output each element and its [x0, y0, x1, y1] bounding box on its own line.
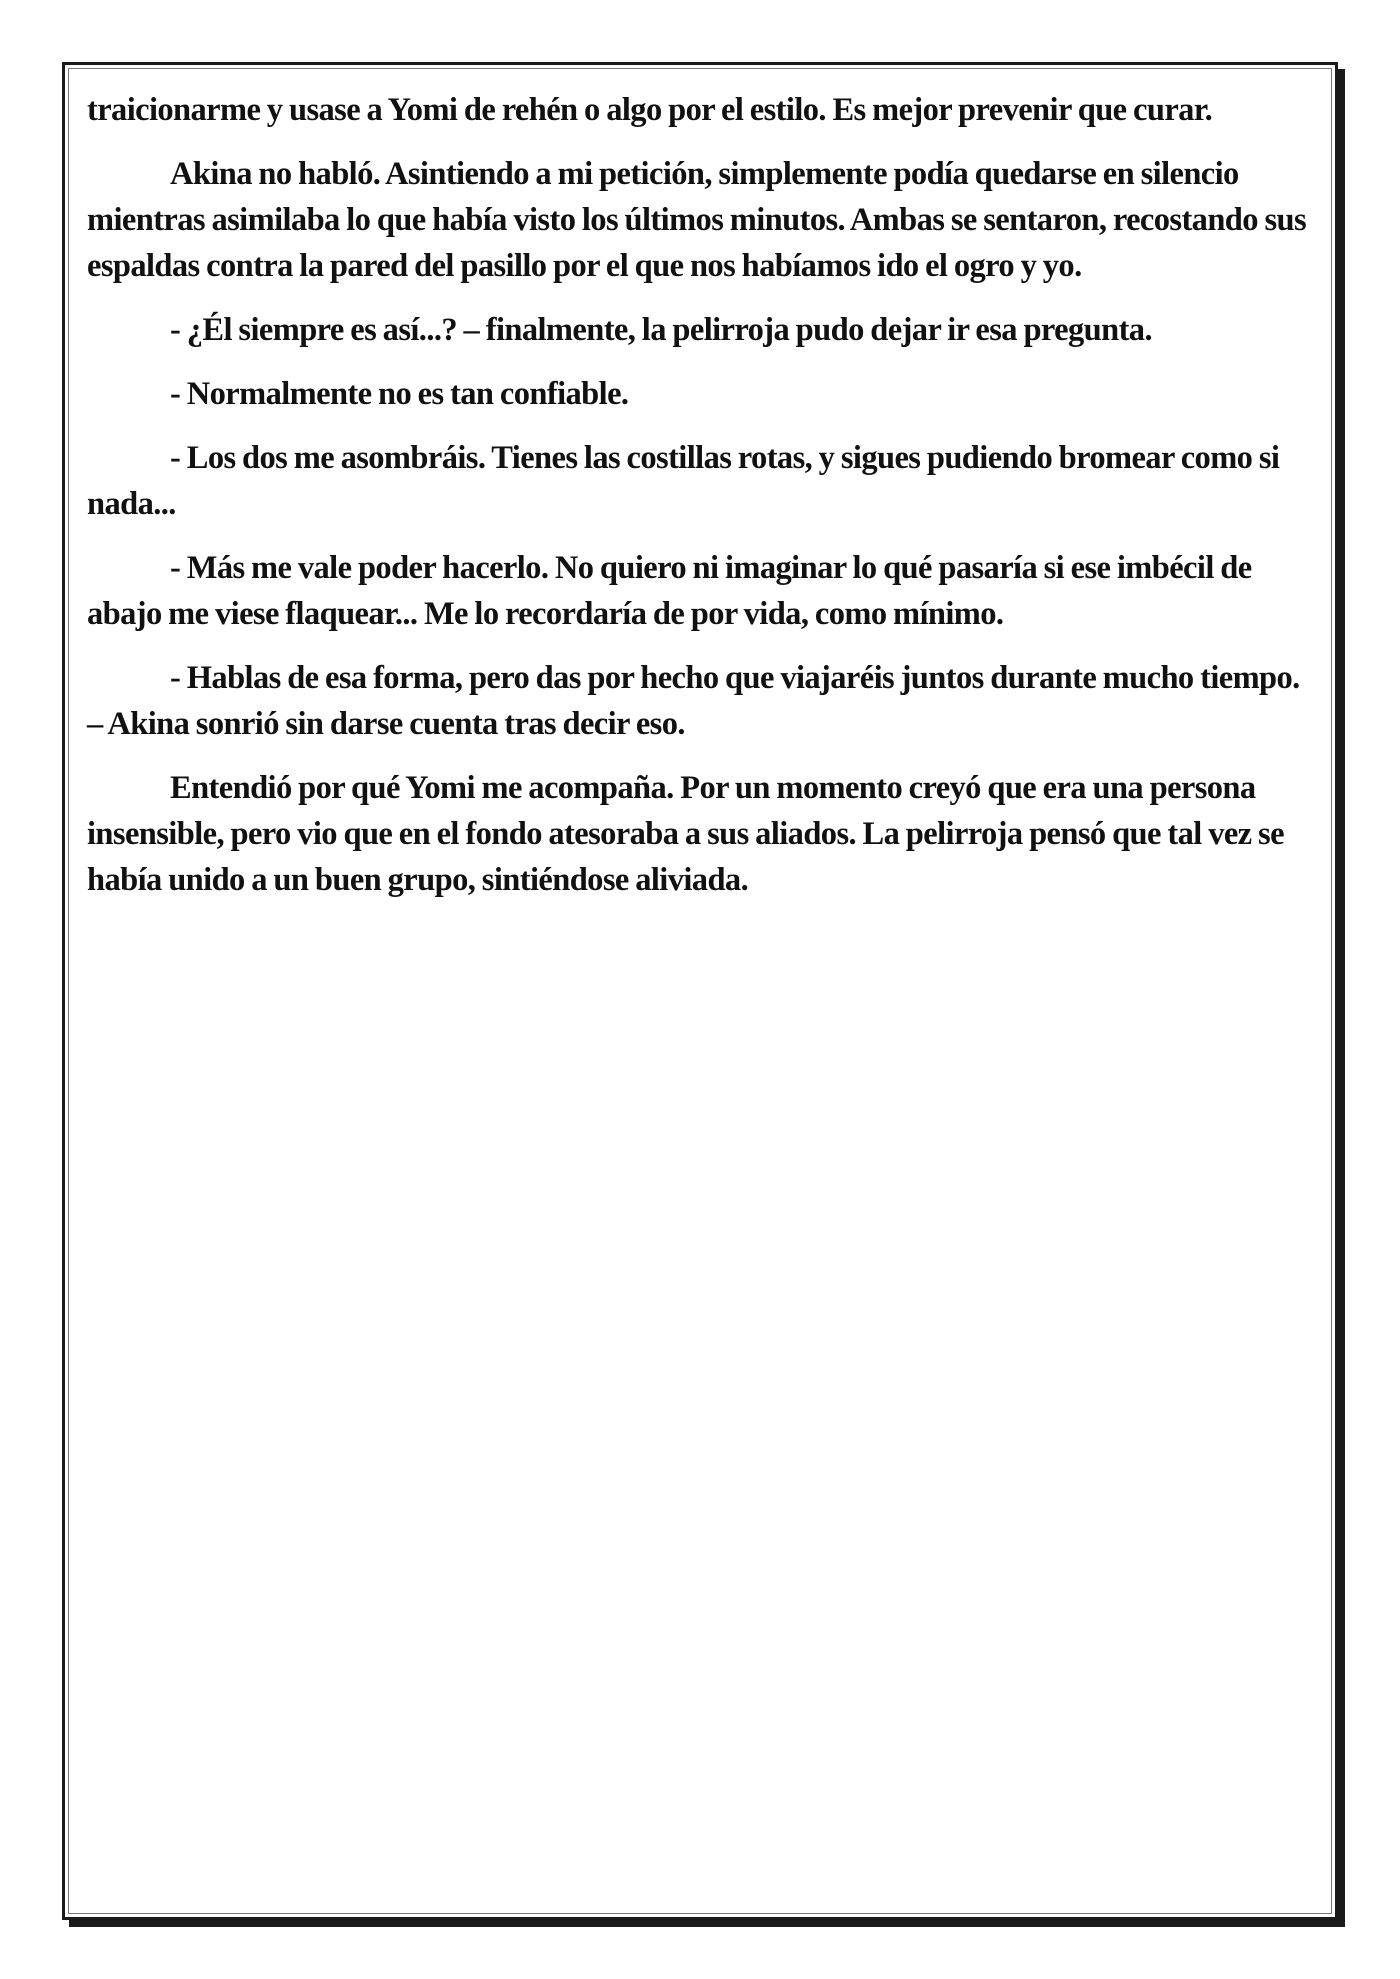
page-frame — [62, 62, 1338, 1920]
paragraph-1: traicionarme y usase a Yomi de rehén o algo por el estilo. Es mejor prevenir que curar. — [87, 92, 1213, 128]
paragraph-6: - Más me vale poder hacerlo. No quiero ni imaginar lo qué pasaría si ese imbécil de abajo me viese flaquear... Me lo recordaría de por vida, como mínimo. — [87, 550, 1252, 632]
paragraph-5: - Los dos me asombráis. Tienes las costillas rotas, y sigues pudiendo bromear como si nada... — [87, 440, 1280, 522]
document-body — [87, 87, 1319, 921]
paragraph-7: - Hablas de esa forma, pero das por hecho que viajaréis juntos durante mucho tiempo. – Akina sonrió sin darse cuenta tras decir eso. — [87, 660, 1300, 742]
paragraph-4: - Normalmente no es tan confiable. — [170, 376, 629, 412]
paragraph-2: Akina no habló. Asintiendo a mi petición, simplemente podía quedarse en silencio mientras asimilaba lo que había visto los últimos minutos. Ambas se sentaron, recostando sus espaldas contra la pared del pasillo por el que nos habíamos ido el ogro y yo. — [87, 156, 1307, 284]
paragraph-8: Entendió por qué Yomi me acompaña. Por un momento creyó que era una persona insensible, pero vio que en el fondo atesoraba a sus aliados. La pelirroja pensó que tal vez se había unido a un buen grupo, sintiéndose aliviada. — [87, 770, 1284, 898]
paragraph-3: - ¿Él siempre es así...? – finalmente, la pelirroja pudo dejar ir esa pregunta. — [170, 312, 1152, 348]
